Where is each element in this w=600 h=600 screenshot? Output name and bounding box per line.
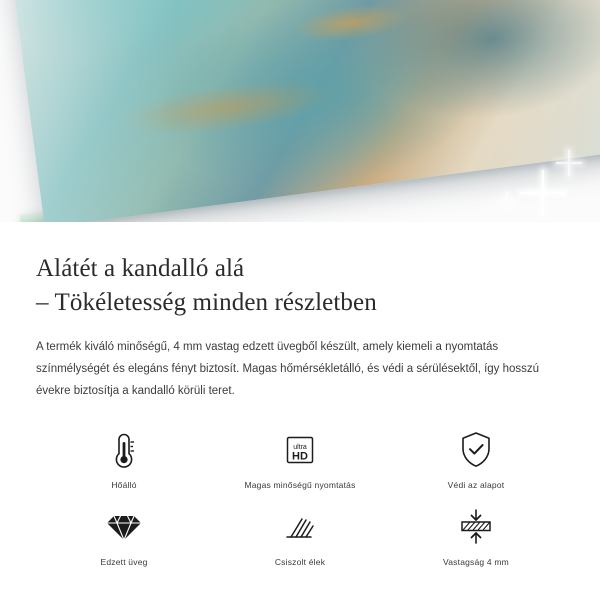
- diamond-icon: [104, 506, 144, 548]
- content-area: [0, 222, 600, 567]
- polished-edges-icon: [280, 506, 320, 548]
- svg-text:ultra: ultra: [293, 443, 307, 451]
- thickness-4mm-icon: [455, 506, 497, 548]
- glass-panel-artwork: [0, 0, 600, 222]
- headline-line-2: – Tökéletesség minden részletben: [36, 288, 377, 316]
- description-paragraph: A termék kiváló minőségű, 4 mm vastag edzett üvegből készült, amely kiemeli a nyomtatás színmélységét és elegáns fényt biztosít. Magas hőmérsékletálló, és védi a sérülésektől, így hosszú évekre biztosítja a kandalló körüli teret.: [36, 340, 540, 398]
- hero-image: [0, 0, 600, 222]
- svg-text:HD: HD: [292, 450, 308, 463]
- feature-item-thickness: [388, 506, 564, 567]
- feature-label: Edzett üveg: [100, 556, 148, 567]
- feature-item-surface-protection: [388, 429, 564, 490]
- headline-line-1: Alátét a kandalló alá: [36, 255, 245, 282]
- feature-label: Vastagság 4 mm: [443, 556, 509, 567]
- feature-item-tempered-glass: [36, 506, 212, 567]
- feature-label: Hőálló: [111, 479, 137, 490]
- feature-item-print-quality: [212, 429, 388, 490]
- feature-label: Magas minőségű nyomtatás: [244, 479, 356, 490]
- feature-label: Védi az alapot: [447, 479, 505, 490]
- glass-sheen: [0, 0, 600, 222]
- shield-check-icon: [457, 429, 495, 471]
- feature-grid: [36, 429, 564, 567]
- feature-item-polished-edges: [212, 506, 388, 567]
- ultra-hd-icon: [280, 429, 320, 471]
- thermometer-icon: [107, 429, 141, 471]
- page-title: [36, 252, 564, 320]
- feature-item-heat-resistant: [36, 429, 212, 490]
- feature-label: Csiszolt élek: [274, 556, 326, 567]
- glass-panel-wrapper: [0, 0, 600, 222]
